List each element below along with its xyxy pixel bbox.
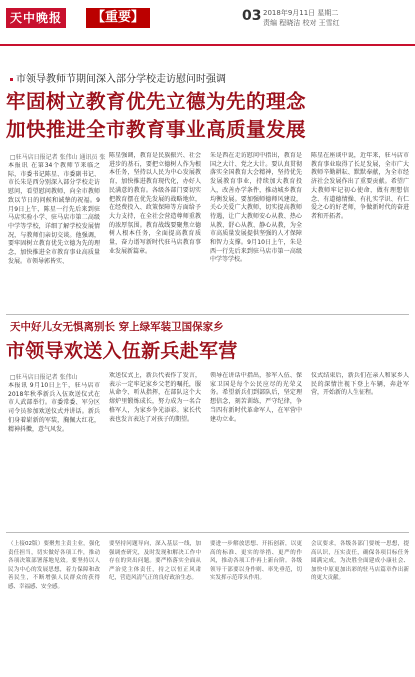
page-number: 03 [242,8,262,24]
newspaper-logo: 天中晚报 [6,8,66,28]
edition-date: 2018年9月11日 星期二 [263,9,339,17]
section-divider [6,314,409,315]
edition-editors: 责编 程晓洁 校对 王雪红 [263,19,340,27]
story2-column-1: 本报讯 9月10日上午，驻马店市2018年秋季新兵入伍欢送仪式在市人武部举行。市委常委、军分区司令员参加欢送仪式并讲话。新兵们身着崭新的军装，胸佩大红花，精神抖擞，意气风发。 [8,382,100,433]
story1-headline-line2: 加快推进全市教育事业高质量发展 [6,118,307,141]
story2-column-2: 欢送仪式上，新兵代表作了发言，表示一定牢记家乡父老的嘱托，服从命令、听从指挥，在部队这个大熔炉里锻炼成长，努力成为一名合格军人，为家乡争光添彩。家长代表也发言表达了对孩子的期望。 [109,372,201,423]
edition-meta [263,8,340,28]
masthead [0,0,415,46]
continued-column-2: 要坚持问题导向，深入基层一线，加强调查研究，及时发现和解决工作中存在的突出问题。要严格落实全面从严治党主体责任，持之以恒正风肃纪，营造风清气正的良好政治生态。 [109,541,201,581]
story1-kicker: 市领导教师节期间深入部分学校走访慰问时强调 [10,70,226,85]
story2-column-4: 仪式结束后，新兵们在亲人和家乡人民的深情注视下登上车辆，奔赴军营，开始新的人生征程。 [311,372,409,397]
story1-column-1: 本报讯 在第34个教师节来临之际，市委书记陈星、市委副书记、市长朱是西分别深入部分学校走访慰问，看望慰问教师，向全市教师致以节日的问候和诚挚的祝福。9月9日上午，陈星一行先后来到驻马店实验小学、驻马店市第二高级中学等学校，详细了解学校发展情况，与教师们亲切交谈。他强调，要牢固树立教育优先立德为先的理念，加快推进全市教育事业高质量发展。市领导郭皆实、 [8,162,100,265]
continued-column-4: 会议要求，各级各部门要统一思想，提高认识，压实责任，确保各项目标任务圆满完成，为决胜全面建成小康社会、加快中原更加出彩的驻马店篇章作出新的更大贡献。 [311,541,409,581]
story2-column-3: 领导在讲话中指出，参军入伍、保家卫国是每个公民应尽的光荣义务。希望新兵们到部队后，坚定理想信念，刻苦训练，严守纪律，争当四有新时代革命军人，在军营中建功立业。 [210,372,302,423]
story1-headline [6,88,411,144]
story2-byline: □驻马店日报记者 张伟山 [10,374,78,381]
story1-column-3: 朱是西在走访慰问中指出，教育是国之大计、党之大计。要认真贯彻落实全国教育大会精神，坚持优先发展教育事业，持续加大教育投入，改善办学条件，推动城乡教育均衡发展。要加强师德师风建设，关心关爱广大教师，切实提高教师待遇，让广大教师安心从教、热心从教、舒心从教、静心从教，为全市高质量发展提供坚强的人才保障和智力支撑。9月10日上午，朱是西一行先后来到驻马店市第一高级中学等学校。 [210,152,302,264]
story2-kicker: 天中好儿女无惧离别长 穿上绿军装卫国保家乡 [10,321,224,333]
section-divider-2 [6,532,409,533]
section-tag: 【重要】 [86,8,150,28]
story1-column-4: 陈星在座谈中说，近年来，驻马店市教育事业取得了长足发展，全市广大教师辛勤耕耘、默默奉献，为全市经济社会发展作出了重要贡献。希望广大教师牢记初心使命，做有理想信念、有道德情操、有扎实学识、有仁爱之心的好老师，争做新时代的奋进者和开拓者。 [311,152,409,220]
continued-story [0,536,415,677]
story2-headline: 市领导欢送入伍新兵赴军营 [6,340,238,362]
story1-headline-line1: 牢固树立教育优先立德为先的理念 [6,90,307,113]
continued-column-3: 要进一步解放思想、开拓创新，以更高的标准、更实的举措、更严的作风，推动各项工作再上新台阶。各级领导干部要以身作则、率先垂范，切实发挥示范带头作用。 [210,541,302,581]
story1-column-2: 陈星强调，教育是民族振兴、社会进步的基石，要把立德树人作为根本任务，坚持以人民为中心发展教育，加快推进教育现代化，办好人民满意的教育。各级各部门要切实把教育摆在优先发展的战略地位，在经费投入、政策保障等方面给予大力支持，在全社会营造尊师重教的浓厚氛围。教育战线要聚焦立德树人根本任务，全面提高教育质量，奋力谱写新时代驻马店教育事业发展新篇章。 [109,152,201,255]
continued-column-1: （上接02版）要聚焦主责主业，强化责任担当，切实做好各项工作，推动各项决策部署落地见效。要坚持以人民为中心的发展思想，着力保障和改善民生，不断增强人民群众的获得感、幸福感、安全感。 [8,541,100,590]
story1-byline: □驻马店日报记者 张伟山 通讯员 张 [10,154,106,161]
